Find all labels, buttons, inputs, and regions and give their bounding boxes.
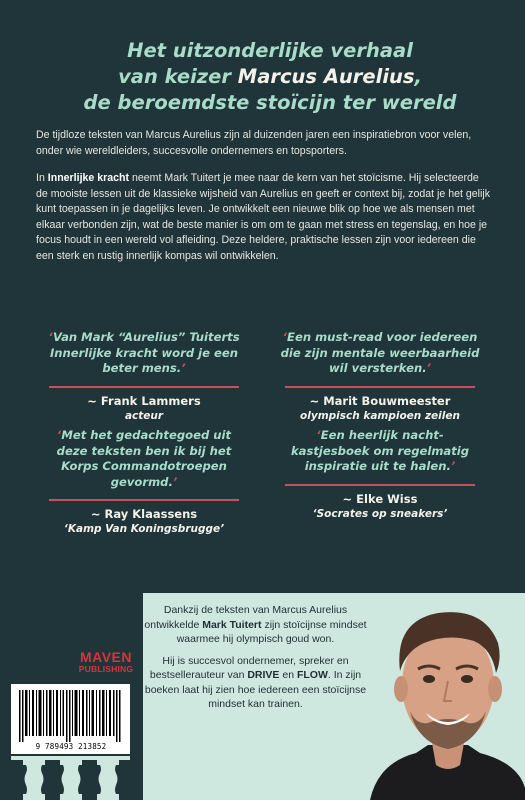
testimonial-quote <box>44 428 244 490</box>
bio-p1-prefix: Dankzij de teksten van Marcus Aurelius ontwikkelde <box>144 604 348 631</box>
testimonial-text: Een heerlijk nacht-kastjesboek om regelmatig inspiratie uit te halen. <box>290 428 470 473</box>
testimonial-text: Een must-read voor iedereen die zijn mentale weerbaarheid wil versterken. <box>280 330 480 375</box>
bio-p2-suffix: . In zijn boeken laat hij zien hoe iedereen een stoïcijnse mindset kan trainen. <box>144 669 367 710</box>
headline-line-2-prefix: van keizer <box>118 65 238 88</box>
intro-paragraph-2-prefix: In <box>36 172 48 184</box>
author-bio <box>143 603 368 719</box>
bio-p2-mid: en <box>279 669 297 681</box>
publisher-logo <box>77 650 135 674</box>
testimonial-2 <box>280 330 480 423</box>
open-quote-mark: ‘ <box>48 330 53 344</box>
headline-emphasis: Marcus Aurelius <box>237 65 415 88</box>
headline <box>40 38 500 116</box>
testimonial-text: Met het gedachtegoed uit deze teksten ben ik bij het Korps Commandotroepen gevormd. <box>56 428 232 489</box>
testimonial-text: Van Mark “Aurelius” Tuiterts Innerlijke kracht word je een beter mens. <box>49 330 240 375</box>
testimonial-3 <box>44 428 244 536</box>
testimonial-quote <box>280 428 480 475</box>
bio-paragraph-1 <box>143 603 368 647</box>
headline-line-2 <box>40 64 500 90</box>
close-quote-mark: ’ <box>181 361 186 375</box>
publisher-logo-line-2: PUBLISHING <box>78 664 134 674</box>
intro-paragraph-1: De tijdloze teksten van Marcus Aurelius zijn al duizenden jaren een inspiratiebron voor velen, onder wie wereldleiders, succesvolle ondernemers en topsporters. <box>36 129 472 157</box>
close-quote-mark: ’ <box>450 459 456 473</box>
intro-paragraph-2-rest: neemt Mark Tuitert je mee naar de kern van het stoïcisme. Hij selecteerde de mooiste lessen uit de klassieke wijsheid van Aurelius en geeft er context bij, zodat je het gelijk kunt toepassen in je dagelijks leven. Je ontwikkelt een nieuwe blik op hoe we als mensen met elkaar verbonden zijn, wat de beste manier is om om te gaan met stress en tegenslag, en hoe je focus houdt in een wereld vol afleiding. Deze heldere, praktische lessen zijn voor iedereen die een sterk en rustig innerlijk kompas wil ontwikkelen. <box>36 172 491 262</box>
open-quote-mark: ‘ <box>282 330 288 344</box>
headline-line-3: de beroemdste stoïcijn ter wereld <box>83 91 457 114</box>
author-bio-panel <box>143 593 525 800</box>
book-title-mention: Innerlijke kracht <box>47 172 130 184</box>
testimonial-role: ‘Socrates op sneakers’ <box>312 507 448 520</box>
testimonial-role: olympisch kampioen zeilen <box>300 409 460 422</box>
testimonial-divider <box>49 386 239 388</box>
testimonial-divider <box>49 499 239 501</box>
bio-p1-suffix: zijn stoïcijnse mindset waarmee hij olympisch goud won. <box>176 618 367 645</box>
bio-p2-prefix: Hij is succesvol ondernemer, spreker en bestsellerauteur van <box>149 654 349 681</box>
close-quote-mark: ’ <box>172 474 178 489</box>
testimonial-quote <box>280 330 480 377</box>
testimonial-1 <box>44 330 244 423</box>
publisher-logo-line-1: MAVEN <box>79 649 133 665</box>
author-photo <box>368 593 525 800</box>
testimonial-role: ‘Kamp Van Koningsbrugge’ <box>63 523 225 535</box>
greek-columns-illustration <box>11 756 130 800</box>
testimonial-author: ~ Marit Bouwmeester <box>309 393 451 408</box>
headline-line-2-suffix: , <box>414 65 422 88</box>
testimonial-role: acteur <box>124 409 164 422</box>
open-quote-mark: ‘ <box>316 428 321 442</box>
headline-line-1: Het uitzonderlijke verhaal <box>127 39 413 62</box>
intro-paragraph-2 <box>36 171 491 264</box>
book-drive: DRIVE <box>247 669 280 681</box>
testimonial-divider <box>285 386 475 388</box>
isbn-barcode <box>11 684 130 754</box>
isbn-number: 9 789493 213852 <box>35 742 107 751</box>
book-flow: FLOW <box>296 669 328 681</box>
author-name: Mark Tuitert <box>202 618 262 631</box>
testimonial-quote <box>44 330 244 377</box>
barcode-bars <box>19 690 123 742</box>
open-quote-mark: ‘ <box>56 428 62 442</box>
testimonial-author: ~ Ray Klaassens <box>90 507 198 521</box>
testimonial-divider <box>285 484 475 486</box>
testimonial-author: ~ Frank Lammers <box>87 393 201 408</box>
testimonial-author: ~ Elke Wiss <box>342 491 418 506</box>
bio-paragraph-2 <box>143 654 368 712</box>
testimonial-4 <box>280 428 480 521</box>
close-quote-mark: ’ <box>426 361 432 375</box>
